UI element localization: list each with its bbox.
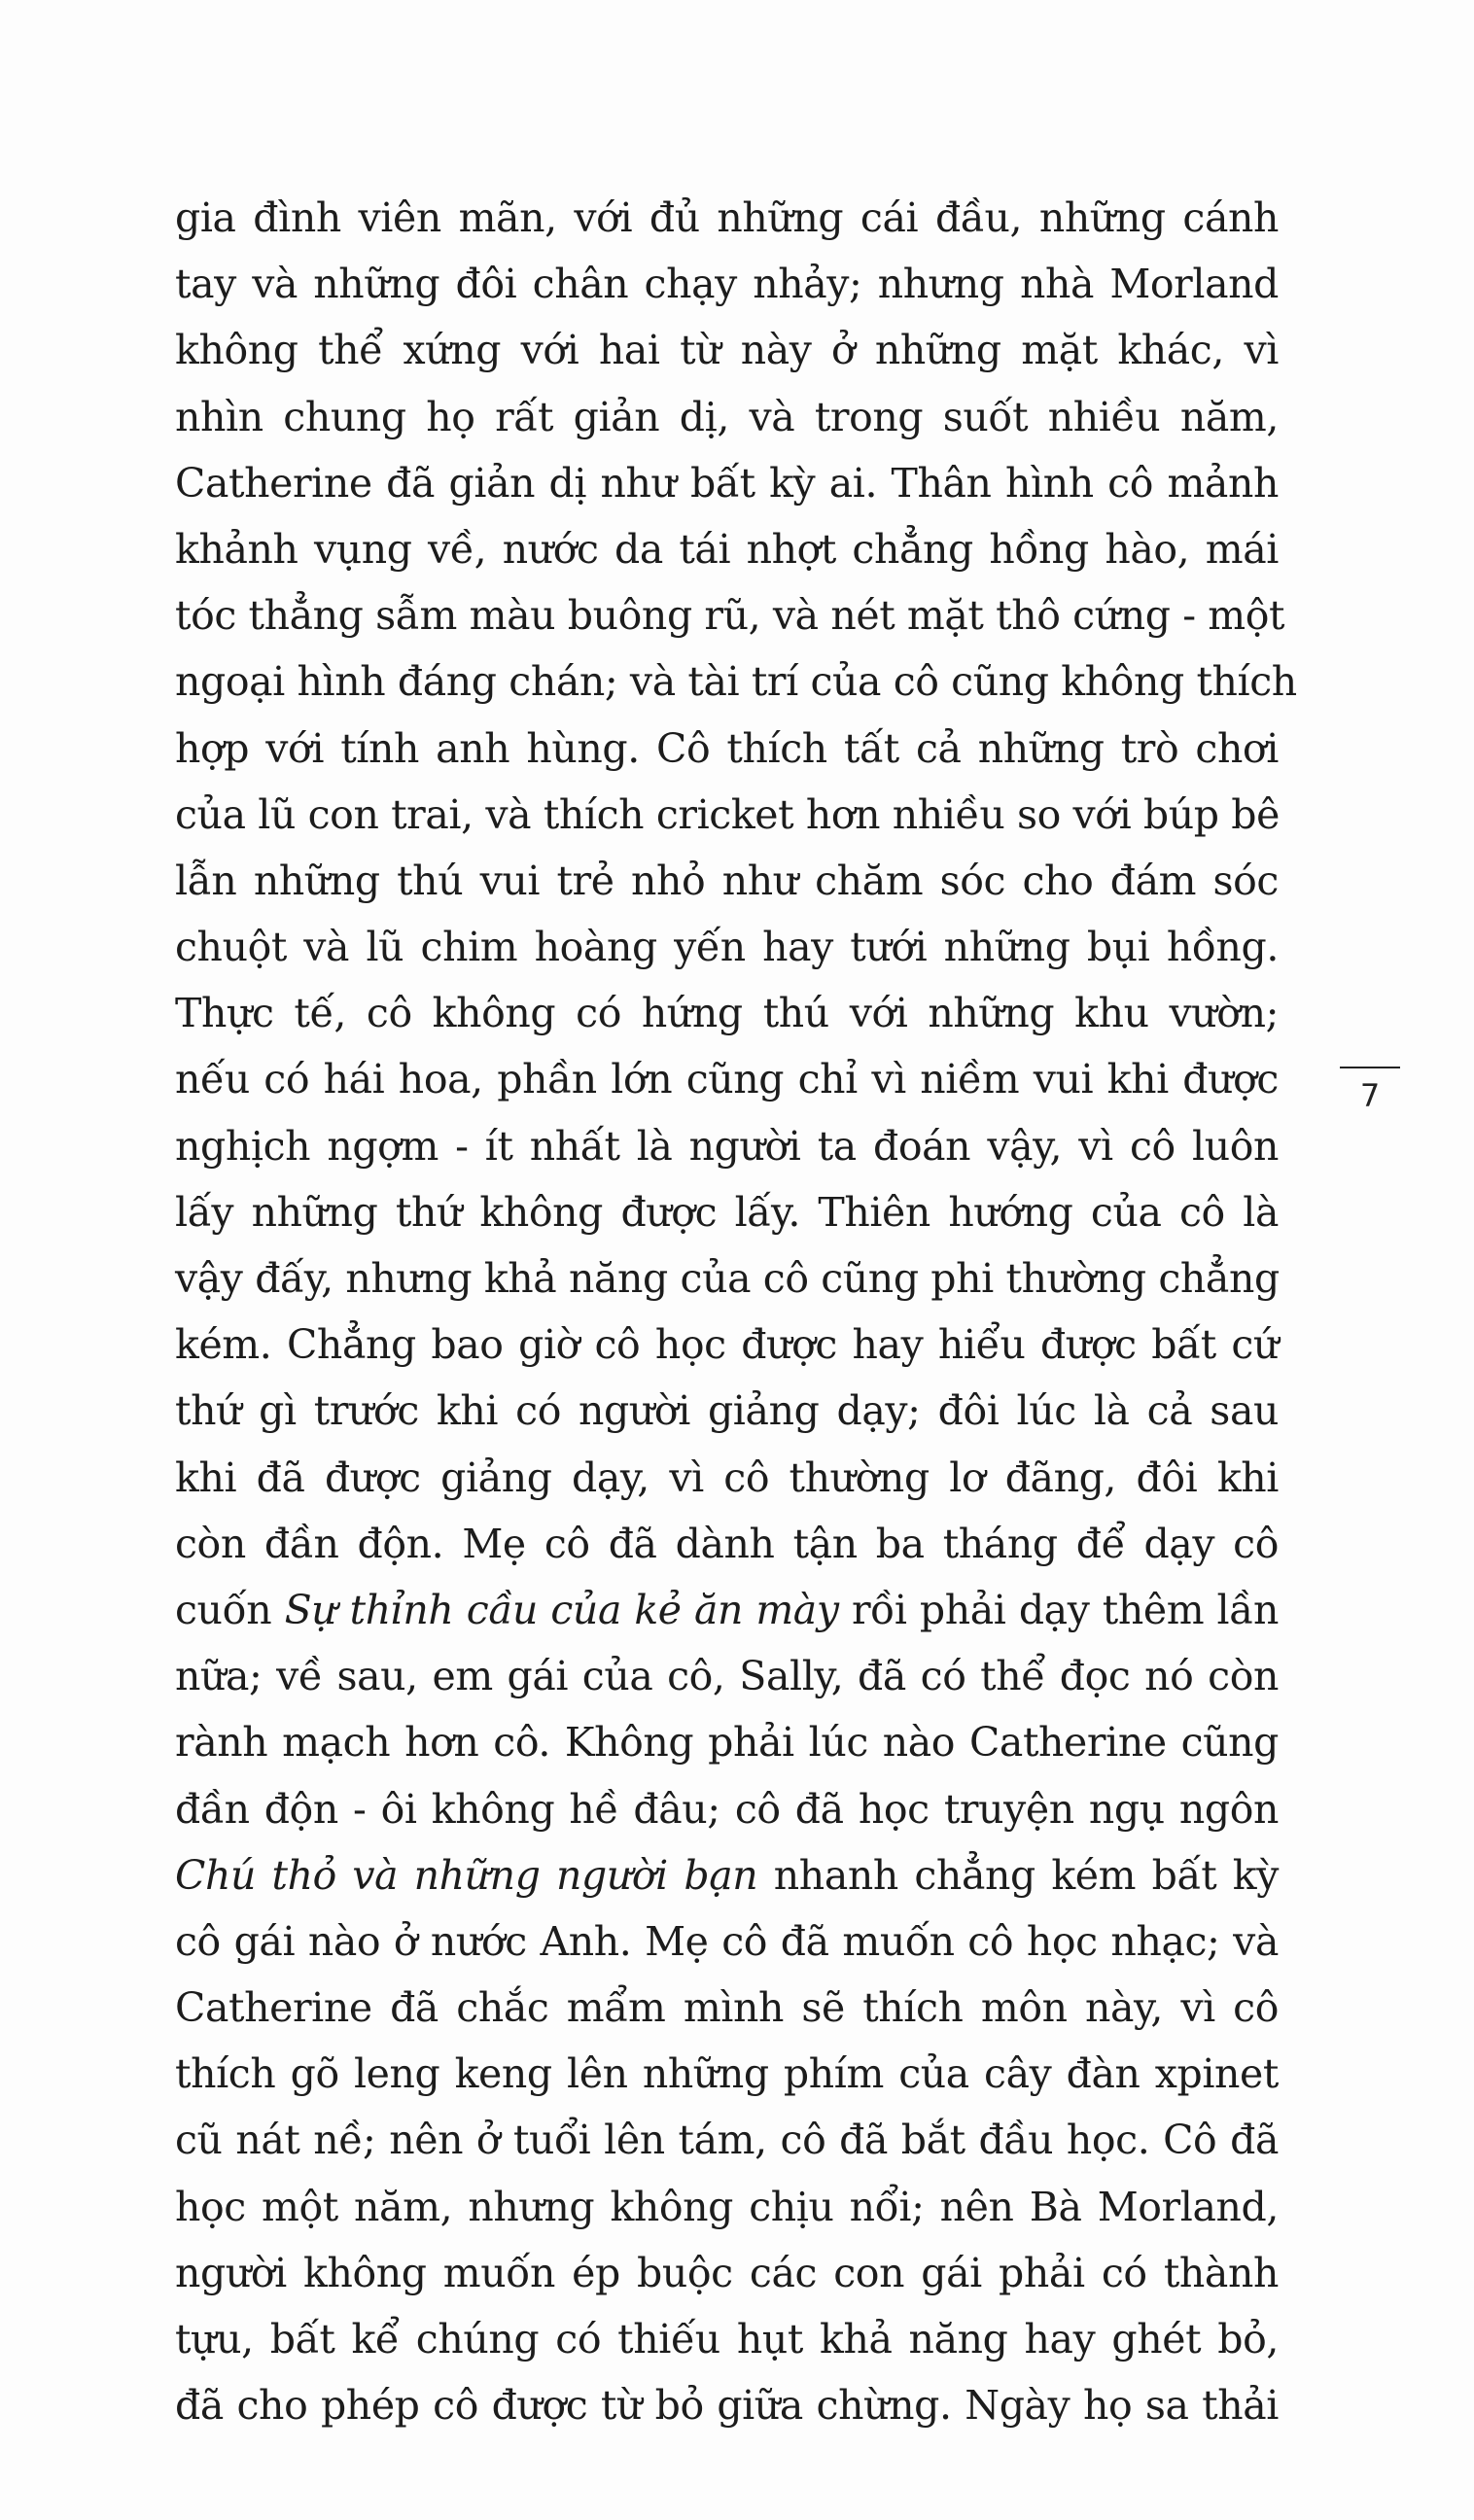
text-line: của lũ con trai, và thích cricket hơn nhiều so với búp bê: [175, 790, 1280, 838]
text-line: lẫn những thú vui trẻ nhỏ như chăm sóc cho đám sóc: [175, 857, 1279, 904]
text-line: khi đã được giảng dạy, vì cô thường lơ đãng, đôi khi: [175, 1453, 1279, 1501]
text-segment: rồi phải dạy thêm lần: [838, 1586, 1279, 1633]
text-line: lấy những thứ không được lấy. Thiên hướng của cô là: [175, 1188, 1279, 1236]
text-segment: cuốn: [175, 1586, 285, 1633]
text-line: tay và những đôi chân chạy nhảy; nhưng nhà Morland: [175, 261, 1279, 308]
text-line: [175, 1577, 1279, 1643]
text-line: Catherine đã giản dị như bất kỳ ai. Thân hình cô mảnh: [175, 459, 1279, 507]
text-line: nghịch ngợm - ít nhất là người ta đoán vậy, vì cô luôn: [175, 1122, 1279, 1170]
italic-title: Sự thỉnh cầu của kẻ ăn mày: [284, 1586, 839, 1633]
text-line: nữa; về sau, em gái của cô, Sally, đã có thể đọc nó còn: [175, 1653, 1279, 1700]
text-line: thích gõ leng keng lên những phím của cây đàn xpinet: [175, 2050, 1279, 2098]
text-line: gia đình viên mãn, với đủ những cái đầu, những cánh: [175, 194, 1279, 241]
text-line: đã cho phép cô được từ bỏ giữa chừng. Ngày họ sa thải: [175, 2382, 1279, 2430]
text-line: tóc thẳng sẫm màu buông rũ, và nét mặt thô cứng - một: [175, 592, 1285, 640]
text-line: cũ nát nề; nên ở tuổi lên tám, cô đã bắt đầu học. Cô đã: [175, 2117, 1279, 2164]
text-line: cô gái nào ở nước Anh. Mẹ cô đã muốn cô học nhạc; và: [175, 1917, 1279, 1965]
text-line: không thể xứng với hai từ này ở những mặt khác, vì: [175, 327, 1279, 374]
text-line: khảnh vụng về, nước da tái nhợt chẳng hồng hào, mái: [175, 525, 1279, 573]
text-line: học một năm, nhưng không chịu nổi; nên Bà Morland,: [175, 2183, 1279, 2230]
text-line: rành mạch hơn cô. Không phải lúc nào Catherine cũng: [175, 1719, 1279, 1767]
text-line: [175, 1842, 1279, 1908]
text-line: Catherine đã chắc mẩm mình sẽ thích môn này, vì cô: [175, 1984, 1279, 2032]
text-line: hợp với tính anh hùng. Cô thích tất cả những trò chơi: [175, 724, 1279, 772]
body-text: [175, 185, 1297, 2438]
text-line: nhìn chung họ rất giản dị, và trong suốt nhiều năm,: [175, 393, 1279, 440]
text-segment: nhanh chẳng kém bất kỳ: [757, 1851, 1279, 1899]
text-line: chuột và lũ chim hoàng yến hay tưới những bụi hồng.: [175, 924, 1279, 971]
text-line: ngoại hình đáng chán; và tài trí của cô cũng không thích: [175, 658, 1297, 706]
text-line: thứ gì trước khi có người giảng dạy; đôi lúc là cả sau: [175, 1387, 1279, 1435]
page-number-rule: [1340, 1067, 1400, 1068]
text-line: Thực tế, cô không có hứng thú với những khu vườn;: [175, 990, 1279, 1037]
text-line: nếu có hái hoa, phần lớn cũng chỉ vì niềm vui khi được: [175, 1056, 1279, 1103]
text-line: còn đần độn. Mẹ cô đã dành tận ba tháng để dạy cô: [175, 1520, 1279, 1567]
text-line: vậy đấy, nhưng khả năng của cô cũng phi thường chẳng: [175, 1255, 1280, 1302]
text-line: đần độn - ôi không hề đâu; cô đã học truyện ngụ ngôn: [175, 1785, 1279, 1833]
italic-title: Chú thỏ và những người bạn: [175, 1851, 758, 1899]
page-number: 7: [1359, 1077, 1381, 1114]
text-line: tựu, bất kể chúng có thiếu hụt khả năng hay ghét bỏ,: [175, 2316, 1279, 2362]
text-line: người không muốn ép buộc các con gái phải có thành: [175, 2249, 1279, 2296]
text-line: kém. Chẳng bao giờ cô học được hay hiểu được bất cứ: [175, 1321, 1279, 1369]
